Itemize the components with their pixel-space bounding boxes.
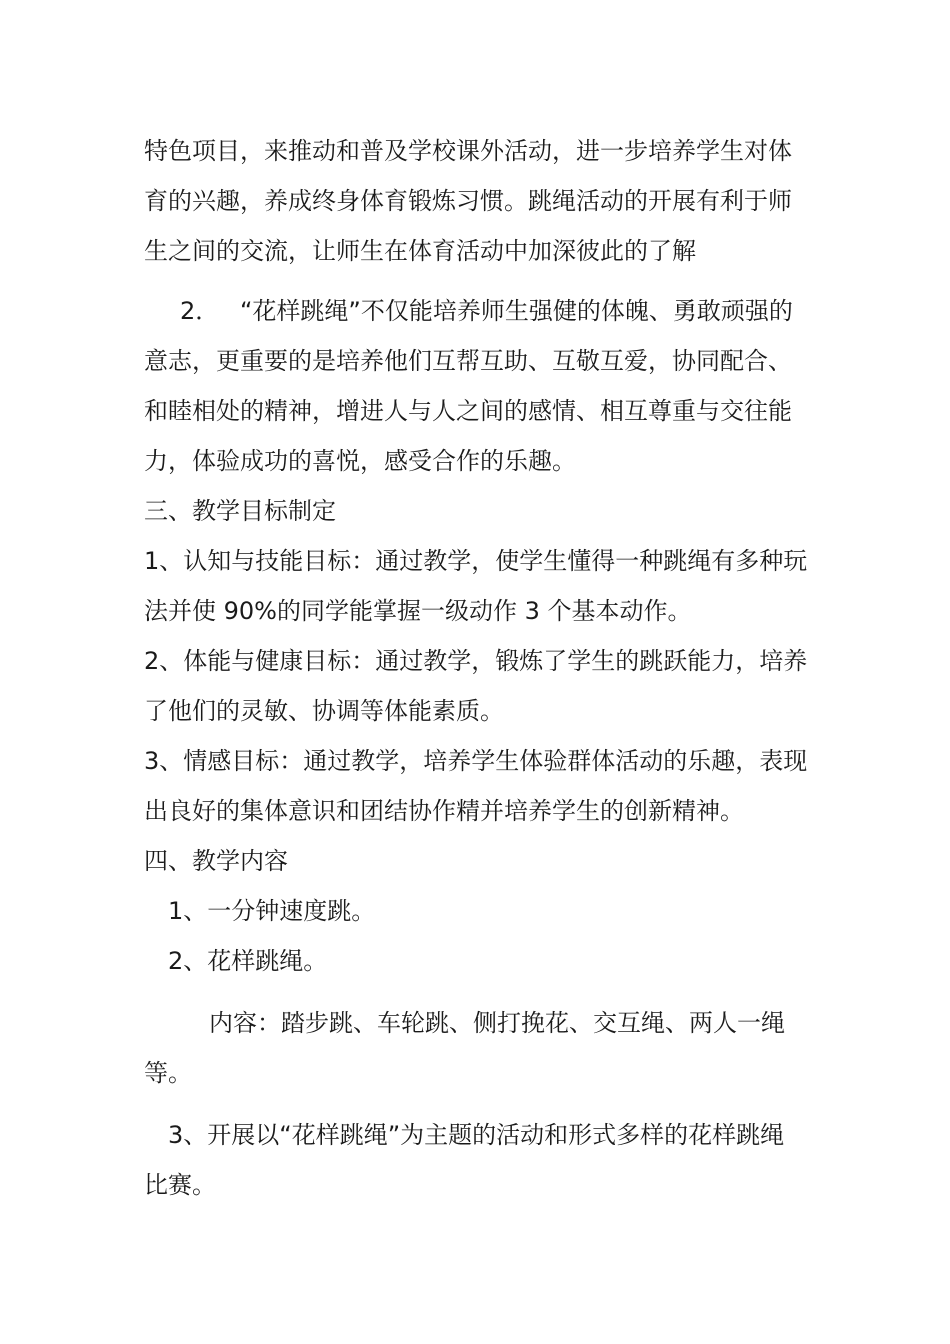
point-2-line-2: 意志，更重要的是培养他们互帮互助、互敬互爱，协同配合、 bbox=[144, 347, 792, 375]
goal-2-line-2: 了他们的灵敏、协调等体能素质。 bbox=[144, 697, 504, 725]
content-detail-line-1: 内容：踏步跳、车轮跳、侧打挽花、交互绳、两人一绳 bbox=[209, 1009, 785, 1037]
content-item-3-line-2: 比赛。 bbox=[144, 1171, 216, 1199]
content-item-1: 1、一分钟速度跳。 bbox=[168, 897, 376, 925]
goal-3-line-2: 出良好的集体意识和团结协作精并培养学生的创新精神。 bbox=[144, 797, 744, 825]
point-2-line-1: “花样跳绳”不仅能培养师生强健的体魄、勇敢顽强的 bbox=[240, 297, 793, 325]
intro-line-1: 特色项目，来推动和普及学校课外活动，进一步培养学生对体 bbox=[144, 137, 792, 165]
content-item-3-line-1: 3、开展以“花样跳绳”为主题的活动和形式多样的花样跳绳 bbox=[168, 1121, 785, 1149]
goal-1-line-2: 法并使 90%的同学能掌握一级动作 3 个基本动作。 bbox=[144, 597, 692, 625]
content-item-2: 2、花样跳绳。 bbox=[168, 947, 328, 975]
section-3-heading: 三、教学目标制定 bbox=[144, 497, 336, 525]
section-4-heading: 四、教学内容 bbox=[144, 847, 288, 875]
goal-2-line-1: 2、体能与健康目标：通过教学，锻炼了学生的跳跃能力，培养 bbox=[144, 647, 808, 675]
goal-1-line-1: 1、认知与技能目标：通过教学，使学生懂得一种跳绳有多种玩 bbox=[144, 547, 808, 575]
goal-3-line-1: 3、情感目标：通过教学，培养学生体验群体活动的乐趣，表现 bbox=[144, 747, 808, 775]
point-2-line-3: 和睦相处的精神，增进人与人之间的感情、相互尊重与交往能 bbox=[144, 397, 792, 425]
intro-line-2: 育的兴趣，养成终身体育锻炼习惯。跳绳活动的开展有利于师 bbox=[144, 187, 792, 215]
point-2-line-4: 力，体验成功的喜悦，感受合作的乐趣。 bbox=[144, 447, 576, 475]
point-2-number: 2． bbox=[180, 297, 220, 325]
intro-line-3: 生之间的交流，让师生在体育活动中加深彼此的了解 bbox=[144, 237, 696, 265]
content-detail-line-2: 等。 bbox=[144, 1059, 192, 1087]
